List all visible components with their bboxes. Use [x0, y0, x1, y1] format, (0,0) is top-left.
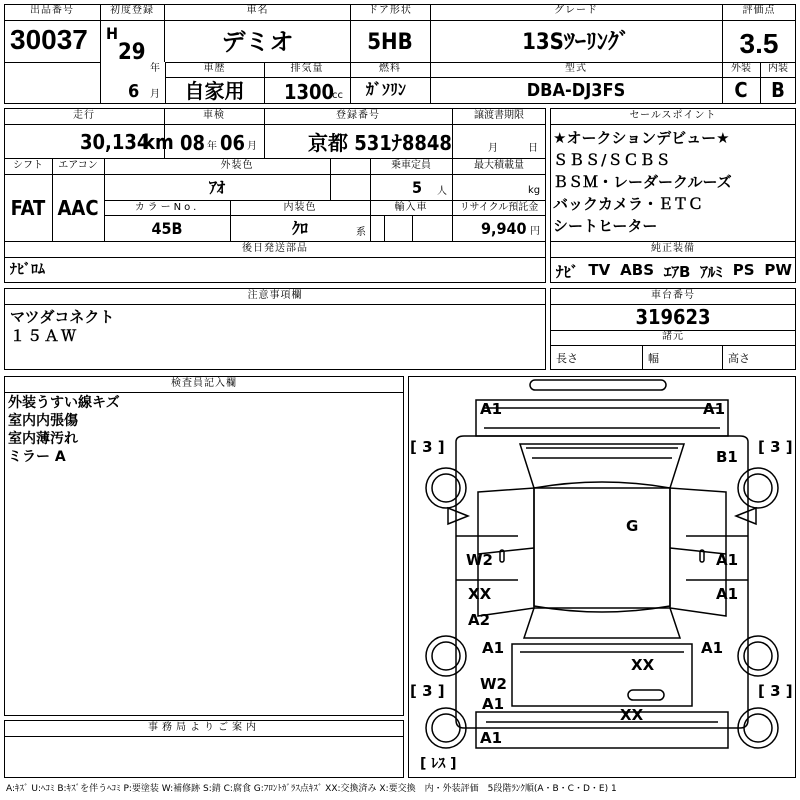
capacity: 5	[412, 178, 423, 197]
damage-mark: A1	[482, 695, 505, 713]
interior-label: 内装	[768, 63, 788, 74]
office-label: 事務局よりご案内	[148, 722, 260, 733]
inspection-month-unit: 月	[247, 141, 257, 152]
height-label: 高さ	[728, 352, 750, 365]
mileage: 30,134	[80, 130, 150, 154]
exterior-score: C	[734, 78, 748, 102]
damage-mark: XX	[468, 585, 492, 603]
damage-mark: B1	[716, 448, 738, 466]
displacement-label: 排気量	[290, 63, 324, 74]
color-no-label: カラーNo.	[134, 202, 200, 213]
sales-point-item: ＢＳＭ・レーダークルーズ	[553, 173, 732, 191]
tire-rear-left: [ 3 ]	[410, 682, 445, 700]
month-unit: 月	[150, 89, 160, 100]
year-unit: 年	[150, 63, 160, 74]
inspector-line: ミラー A	[8, 449, 66, 465]
int-color: ｸﾛ	[291, 219, 308, 238]
damage-mark: A2	[468, 611, 491, 629]
color-number: 45B	[151, 219, 183, 238]
damage-mark: A1	[716, 585, 739, 603]
equipment-list	[556, 261, 792, 282]
reg-year: 29	[118, 40, 146, 65]
displacement-unit: cc	[332, 90, 343, 101]
notes-label: 注意事項欄	[247, 290, 303, 301]
lot-label: 出品番号	[30, 5, 74, 16]
inspection-year-unit: 年	[207, 141, 217, 152]
equipment-item: ABS	[620, 261, 655, 279]
transfer-day-unit: 日	[528, 143, 538, 154]
damage-mark: A1	[480, 400, 503, 418]
overall-score: 3.5	[739, 28, 779, 59]
equipment-item: PW	[764, 261, 792, 279]
damage-mark: A1	[716, 551, 739, 569]
displacement: 1300	[284, 80, 335, 104]
inspection-month: 06	[220, 131, 246, 155]
tire-front-left: [ 3 ]	[410, 438, 445, 456]
load-unit: kg	[528, 185, 541, 196]
equipment-label: 純正装備	[651, 243, 695, 254]
damage-mark: A1	[703, 400, 726, 418]
capacity-label: 乗車定員	[391, 160, 431, 171]
int-color-label: 内装色	[283, 202, 317, 213]
sales-points-label: セールスポイント	[629, 110, 717, 121]
sales-point-item: ＳＢＳ/ＳＣＢＳ	[553, 151, 672, 169]
equipment-item: ﾅﾋﾞ	[556, 263, 579, 281]
width-label: 幅	[648, 352, 659, 365]
transfer-month-unit: 月	[488, 143, 498, 154]
recycle-label: リサイクル預託金	[459, 202, 539, 213]
shift-label: シフト	[13, 160, 43, 171]
damage-mark: A1	[482, 639, 505, 657]
inspector-line: 室内内張傷	[8, 413, 78, 429]
tire-rear-right: [ 3 ]	[758, 682, 793, 700]
ac-label: エアコン	[58, 160, 98, 171]
first-reg-label: 初度登録	[110, 5, 154, 16]
tire-front-right: [ 3 ]	[758, 438, 793, 456]
model-label: 型式	[565, 63, 587, 74]
length-label: 長さ	[556, 352, 578, 365]
sales-point-item: ★オークションデビュー★	[553, 129, 730, 147]
int-color-unit: 系	[356, 227, 366, 238]
equipment-item: PS	[732, 261, 755, 279]
damage-mark: A1	[701, 639, 724, 657]
spare-tire: [ ﾚｽ ]	[420, 756, 457, 772]
later-parts-label: 後日発送部品	[242, 243, 308, 254]
equipment-item: ｴｱB	[663, 263, 691, 281]
body-color: ｱｵ	[208, 178, 225, 197]
history: 自家用	[184, 79, 245, 103]
inspection-year: 08	[180, 131, 206, 155]
lot-number: 30037	[10, 24, 88, 55]
chassis-number: 319623	[635, 305, 711, 329]
mileage-label: 走行	[73, 110, 95, 121]
damage-mark: G	[626, 517, 639, 535]
fuel: ｶﾞｿﾘﾝ	[366, 80, 407, 99]
shift: FAT	[10, 196, 46, 220]
sales-point-item: バックカメラ・ＥＴＣ	[553, 195, 704, 213]
chassis-label: 車台番号	[651, 290, 695, 301]
inspector-label: 検査員記入欄	[171, 378, 237, 389]
damage-mark: XX	[631, 656, 655, 674]
color-label: 外装色	[220, 160, 254, 171]
door-label: ドア形状	[368, 5, 412, 16]
model-code: DBA-DJ3FS	[526, 80, 626, 101]
notes-line: マツダコネクト	[10, 308, 115, 326]
era: H	[106, 24, 119, 43]
mileage-unit: km	[143, 130, 174, 154]
car-diagram	[408, 376, 796, 778]
specs-label: 諸元	[662, 331, 684, 342]
notes-line: １５ＡＷ	[10, 327, 79, 345]
recycle-fee: 9,940	[481, 219, 527, 238]
damage-mark: A1	[480, 729, 503, 747]
plate-number: 京都 531ﾅ8848	[308, 131, 452, 155]
damage-mark: W2	[466, 551, 493, 569]
import-label: 輸入車	[394, 202, 428, 213]
capacity-unit: 人	[437, 186, 447, 197]
plate-label: 登録番号	[336, 110, 380, 121]
car-name-label: 車名	[246, 5, 269, 16]
equipment-item: ｱﾙﾐ	[700, 263, 723, 281]
ac-type: AAC	[57, 196, 99, 220]
damage-mark: XX	[620, 706, 644, 724]
sales-point-item: シートヒーター	[553, 217, 658, 235]
later-parts: ﾅﾋﾞﾛﾑ	[10, 262, 45, 278]
recycle-unit: 円	[530, 226, 540, 237]
fuel-label: 燃料	[379, 63, 401, 74]
door-type: 5HB	[367, 30, 413, 55]
legend: A:ｷｽﾞ U:ﾍｺﾐ B:ｷｽﾞを伴うﾍｺﾐ P:要塗装 W:補修跡 S:錆 C:腐食 G:ﾌﾛﾝﾄｶﾞﾗｽ点ｷｽﾞ XX:交換済み X:要交換 内・外装評価 5段階ﾗﾝｸ順(A・B・C・D・E) 1	[6, 784, 617, 794]
inspector-line: 室内薄汚れ	[8, 431, 78, 447]
transfer-label: 譲渡書期限	[474, 110, 524, 121]
reg-month: 6	[128, 81, 140, 102]
exterior-label: 外装	[731, 63, 751, 74]
car-name: デミオ	[221, 28, 294, 56]
interior-score: B	[771, 78, 785, 102]
inspection-label: 車検	[203, 110, 225, 121]
score-label: 評価点	[742, 5, 776, 16]
damage-mark: W2	[480, 675, 507, 693]
load-label: 最大積載量	[474, 160, 524, 171]
grade-label: グレード	[554, 5, 598, 16]
grade: 13Sﾂｰﾘﾝｸﾞ	[522, 30, 630, 55]
equipment-item: TV	[588, 261, 611, 279]
history-label: 車歴	[203, 63, 226, 74]
inspector-line: 外装うすい線キズ	[8, 395, 120, 411]
